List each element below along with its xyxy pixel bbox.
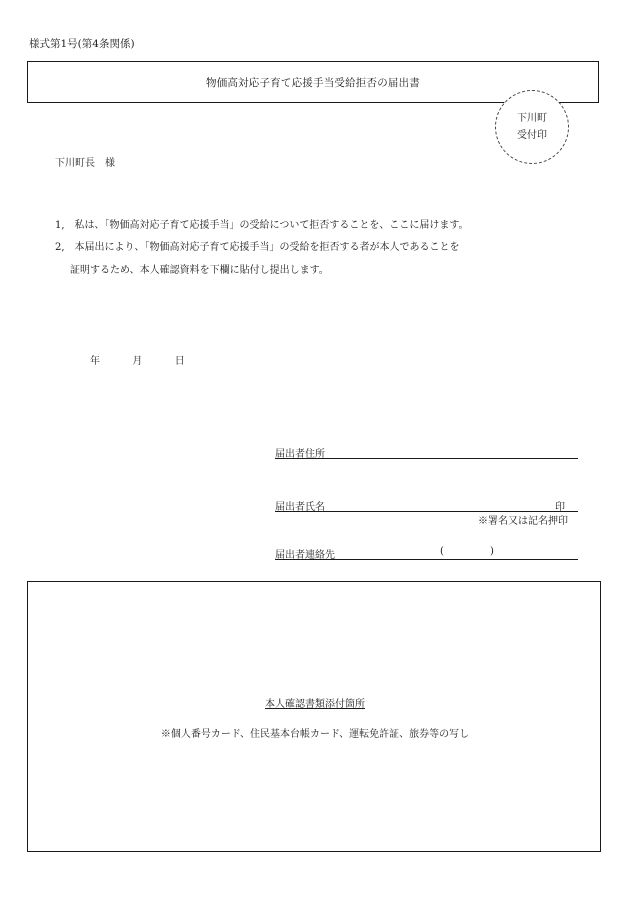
date-line [90,352,185,367]
contact-paren-close: ) [490,546,494,557]
contact-field[interactable] [275,559,578,560]
form-number: 様式第1号(第4条関係) [29,38,135,50]
contact-label: 届出者連絡先 [275,550,335,561]
contact-paren-open: ( [440,546,444,557]
attachment-title: 本人確認書類添付箇所 [265,699,365,710]
date-day-label: 日 [174,356,185,367]
address-field[interactable] [275,458,578,459]
addressee: 下川町長 様 [55,158,115,169]
address-label: 届出者住所 [275,449,325,460]
statement-1: 1, 私は、「物価高対応子育て応援手当」の受給について拒否することを、ここに届けます。 [55,220,469,231]
stamp-town-label: 下川町 [517,113,547,124]
seal-note: ※署名又は記名押印 [478,516,568,527]
seal-mark: 印 [555,502,565,513]
stamp-reception-label: 受付印 [517,130,547,141]
statement-2-continued: 証明するため、本人確認資料を下欄に貼付し提出します。 [70,265,329,276]
id-document-attachment-area [27,581,601,852]
statement-2: 2, 本届出により、「物価高対応子育て応援手当」の受給を拒否する者が本人であることを [55,242,460,253]
date-year-label: 年 [90,356,100,367]
attachment-note: ※個人番号カード、住民基本台帳カード、運転免許証、旅券等の写し [160,729,470,740]
reception-stamp-area [495,90,569,164]
document-title: 物価高対応子育て応援手当受給拒否の届出書 [206,76,420,89]
name-label: 届出者氏名 [275,502,325,513]
date-month-label: 月 [132,356,143,367]
